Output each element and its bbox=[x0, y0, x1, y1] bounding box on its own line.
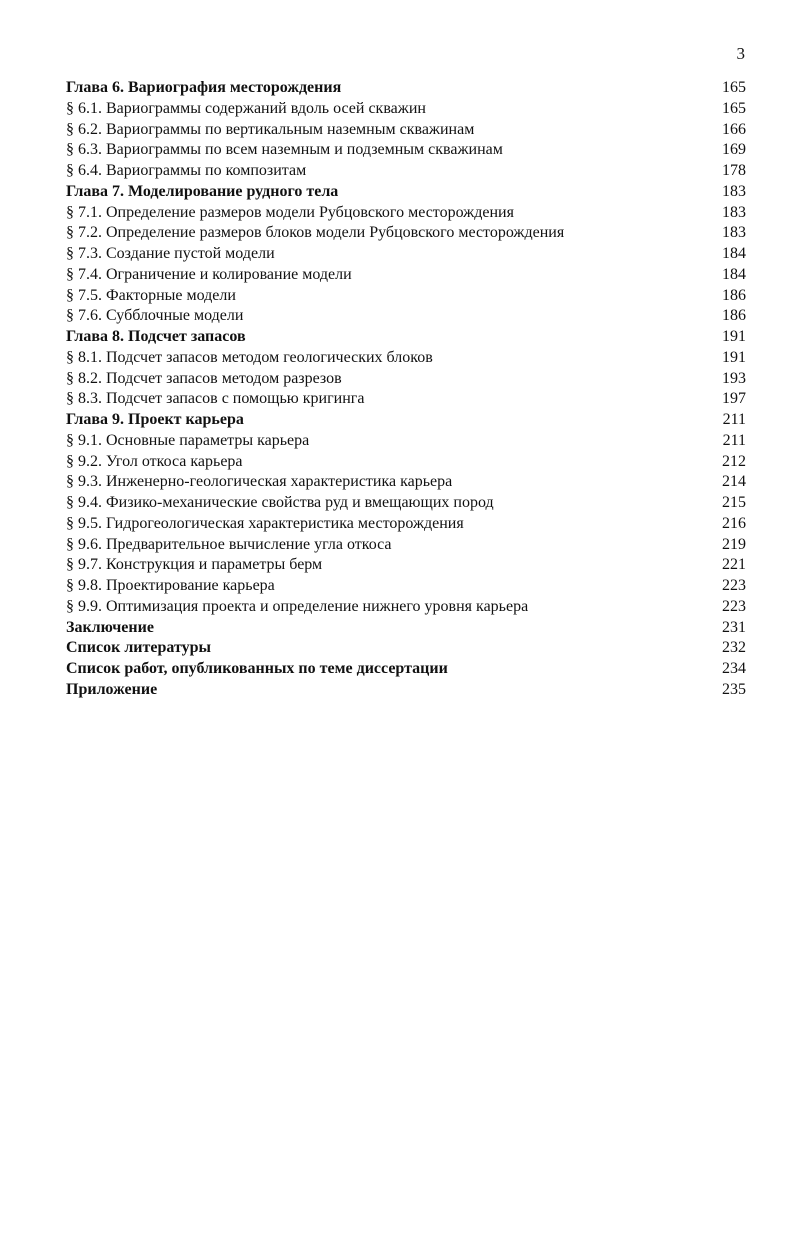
toc-entry bbox=[66, 452, 746, 473]
toc-entry-page: 235 bbox=[722, 680, 746, 698]
toc-entry bbox=[66, 555, 746, 576]
toc-entry bbox=[66, 161, 746, 182]
toc-entry-page: 216 bbox=[722, 514, 746, 532]
toc-entry-title: § 6.1. Вариограммы содержаний вдоль осей скважин bbox=[66, 99, 426, 117]
toc-entry-page: 223 bbox=[722, 577, 746, 594]
toc-entry-title: § 8.2. Подсчет запасов методом разрезов bbox=[66, 369, 342, 387]
toc-entry-page: 232 bbox=[722, 639, 746, 657]
toc-entry-title: Глава 6. Вариография месторождения bbox=[66, 79, 342, 96]
toc-entry bbox=[66, 472, 746, 493]
toc-entry-title: Заключение bbox=[66, 618, 154, 636]
toc-entry-title: § 7.3. Создание пустой модели bbox=[66, 245, 275, 262]
toc-entry-title: Список литературы bbox=[66, 639, 211, 657]
toc-entry bbox=[66, 286, 746, 307]
toc-entry bbox=[66, 348, 746, 369]
toc-entry bbox=[66, 493, 746, 514]
toc-entry-page: 211 bbox=[722, 431, 746, 449]
toc-entry-page: 183 bbox=[722, 224, 746, 242]
toc-entry bbox=[66, 244, 746, 265]
toc-entry-title: § 9.6. Предварительное вычисление угла откоса bbox=[66, 535, 392, 553]
toc-entry-title: § 7.5. Факторные модели bbox=[66, 286, 236, 304]
toc-entry bbox=[66, 389, 746, 410]
toc-entry bbox=[66, 514, 746, 535]
table-of-contents bbox=[66, 78, 746, 701]
toc-entry-title: § 6.3. Вариограммы по всем наземным и подземным скважинам bbox=[66, 141, 503, 159]
toc-entry-title: Приложение bbox=[66, 680, 158, 698]
toc-entry-title: § 9.4. Физико-механические свойства руд и вмещающих пород bbox=[66, 494, 494, 511]
toc-entry-title: § 9.2. Угол откоса карьера bbox=[66, 452, 243, 470]
toc-entry-page: 165 bbox=[722, 99, 746, 117]
toc-entry-page: 221 bbox=[722, 556, 746, 574]
toc-entry-page: 223 bbox=[722, 597, 746, 615]
toc-entry-page: 197 bbox=[722, 390, 746, 408]
toc-entry bbox=[66, 618, 746, 639]
toc-entry bbox=[66, 223, 746, 244]
toc-entry-page: 165 bbox=[722, 79, 746, 96]
toc-entry-page: 215 bbox=[722, 494, 746, 511]
toc-entry-page: 183 bbox=[722, 182, 746, 200]
toc-entry-title: § 8.3. Подсчет запасов с помощью кригинга bbox=[66, 390, 365, 408]
toc-entry-page: 186 bbox=[722, 286, 746, 304]
toc-entry-title: § 9.7. Конструкция и параметры берм bbox=[66, 556, 323, 574]
toc-entry bbox=[66, 535, 746, 556]
toc-entry-title: § 9.5. Гидрогеологическая характеристика месторождения bbox=[66, 514, 464, 532]
toc-entry-title: Глава 8. Подсчет запасов bbox=[66, 328, 246, 345]
toc-entry-page: 184 bbox=[722, 245, 746, 262]
toc-entry-page: 231 bbox=[722, 618, 746, 636]
toc-entry bbox=[66, 265, 746, 286]
toc-entry-title: § 9.9. Оптимизация проекта и определение нижнего уровня карьера bbox=[66, 597, 529, 615]
toc-entry bbox=[66, 369, 746, 390]
toc-entry-title: § 6.2. Вариограммы по вертикальным наземным скважинам bbox=[66, 120, 475, 138]
toc-entry-page: 166 bbox=[722, 120, 746, 138]
toc-entry-page: 183 bbox=[722, 203, 746, 221]
toc-entry-page: 219 bbox=[722, 535, 746, 553]
toc-entry bbox=[66, 182, 746, 203]
toc-entry bbox=[66, 306, 746, 327]
toc-entry-page: 211 bbox=[722, 411, 746, 428]
toc-entry-page: 191 bbox=[722, 348, 746, 366]
toc-entry-title: § 7.2. Определение размеров блоков модели Рубцовского месторождения bbox=[66, 224, 565, 242]
toc-entry-title: § 7.1. Определение размеров модели Рубцовского месторождения bbox=[66, 203, 514, 221]
page-number: 3 bbox=[736, 44, 745, 63]
toc-entry bbox=[66, 203, 746, 224]
toc-entry-title: Глава 7. Моделирование рудного тела bbox=[66, 182, 339, 200]
toc-entry-page: 193 bbox=[722, 369, 746, 387]
toc-entry bbox=[66, 431, 746, 452]
toc-entry-page: 169 bbox=[722, 141, 746, 159]
toc-entry bbox=[66, 576, 746, 597]
toc-entry-title: § 7.6. Субблочные модели bbox=[66, 307, 244, 325]
toc-entry bbox=[66, 597, 746, 618]
toc-entry-page: 234 bbox=[722, 660, 746, 677]
toc-entry-title: § 6.4. Вариограммы по композитам bbox=[66, 162, 307, 179]
toc-entry-title: § 7.4. Ограничение и колирование модели bbox=[66, 265, 352, 283]
toc-entry-title: § 9.1. Основные параметры карьера bbox=[66, 431, 310, 449]
toc-entry bbox=[66, 120, 746, 141]
toc-entry-title: Список работ, опубликованных по теме диссертации bbox=[66, 660, 448, 677]
toc-entry-page: 184 bbox=[722, 265, 746, 283]
toc-entry bbox=[66, 638, 746, 659]
toc-entry bbox=[66, 140, 746, 161]
toc-entry bbox=[66, 659, 746, 680]
toc-entry bbox=[66, 78, 746, 99]
toc-entry-page: 186 bbox=[722, 307, 746, 325]
toc-entry-title: § 9.8. Проектирование карьера bbox=[66, 577, 275, 594]
toc-entry-title: § 9.3. Инженерно-геологическая характеристика карьера bbox=[66, 473, 453, 491]
toc-entry-title: Глава 9. Проект карьера bbox=[66, 411, 244, 428]
toc-entry bbox=[66, 410, 746, 431]
toc-entry-page: 191 bbox=[722, 328, 746, 345]
toc-entry-page: 214 bbox=[722, 473, 746, 491]
toc-entry bbox=[66, 327, 746, 348]
toc-entry bbox=[66, 99, 746, 120]
toc-entry-page: 212 bbox=[722, 452, 746, 470]
toc-entry-page: 178 bbox=[722, 162, 746, 179]
toc-entry bbox=[66, 680, 746, 701]
toc-entry-title: § 8.1. Подсчет запасов методом геологических блоков bbox=[66, 348, 433, 366]
